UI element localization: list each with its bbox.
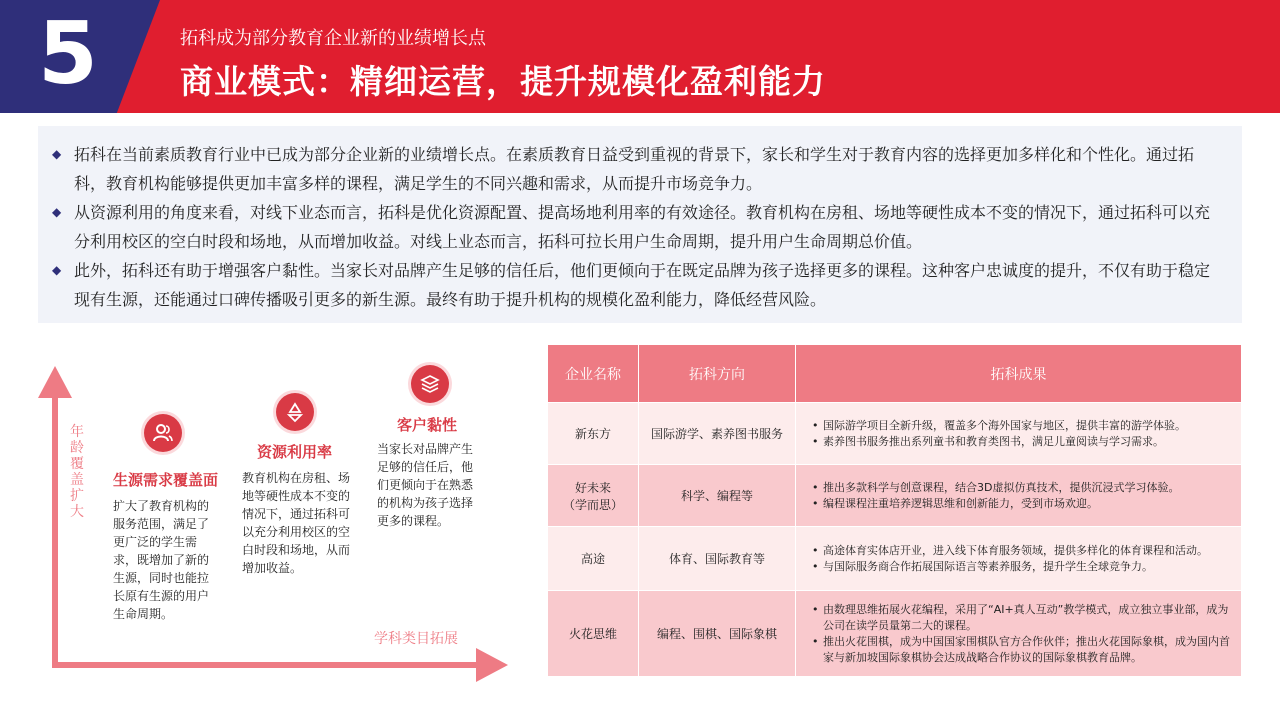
table-row [548, 465, 1242, 527]
table-row [548, 591, 1242, 677]
diamond-bullet-icon: ◆ [52, 147, 62, 161]
section-number: 5 [38, 4, 98, 104]
intro-panel [38, 126, 1242, 323]
company-name: 好未来 [574, 480, 611, 495]
users-icon [144, 414, 182, 452]
result-item: • 高途体育实体店开业，进入线下体育服务领域，提供多样化的体育课程和活动。 [812, 543, 1233, 559]
result-item: • 编程课程注重培养逻辑思维和创新能力，受到市场欢迎。 [812, 496, 1233, 512]
table-row [548, 527, 1242, 591]
table-header-cell: 拓科成果 [796, 345, 1242, 403]
table-row [548, 403, 1242, 465]
result-item: • 推出火花围棋，成为中国国家围棋队官方合作伙伴；推出火花国际象棋，成为国内首家与新加坡国际象棋协会达成战略合作协议的国际象棋教育品牌。 [812, 634, 1233, 666]
block-title-demand: 生源需求覆盖面 [113, 471, 219, 489]
y-axis-label: 年龄覆盖扩大 [70, 424, 84, 520]
intro-bullet: ◆ 拓科在当前素质教育行业中已成为部分企业新的业绩增长点。在素质教育日益受到重视的背景下，家长和学生对于教育内容的选择更加多样化和个性化。通过拓科，教育机构能够提供更加丰富多样的课程，满足学生的不同兴趣和需求，从而提升市场竞争力。 [74, 140, 1212, 198]
table-header-row [548, 345, 1242, 403]
block-title-resource: 资源利用率 [257, 443, 333, 461]
intro-bullet: ◆ 此外，拓科还有助于增强客户黏性。当家长对品牌产生足够的信任后，他们更倾向于在既定品牌为孩子选择更多的课程。这种客户忠诚度的提升，不仅有助于稳定现有生源，还能通过口碑传播吸引更多的新生源。最终有助于提升机构的规模化盈利能力，降低经营风险。 [74, 256, 1212, 314]
table-header-cell: 拓科方向 [639, 345, 796, 403]
x-axis-arrowhead [476, 648, 508, 682]
result-item: • 素养图书服务推出系列童书和教育类图书，满足儿童阅读与学习需求。 [812, 434, 1233, 450]
company-cell [548, 465, 639, 527]
page-subtitle: 拓科成为部分教育企业新的业绩增长点 [180, 28, 486, 49]
diamond-bullet-icon: ◆ [52, 205, 62, 219]
direction-cell: 科学、编程等 [639, 465, 796, 527]
page-title: 商业模式：精细运营，提升规模化盈利能力 [180, 62, 826, 101]
company-cell: 高途 [548, 527, 639, 591]
result-item: • 推出多款科学与创意课程，结合3D虚拟仿真技术，提供沉浸式学习体验。 [812, 480, 1233, 496]
block-title-stickiness: 客户黏性 [397, 416, 458, 434]
block-text-demand: 扩大了教育机构的服务范围，满足了更广泛的学生需求，既增加了新的生源，同时也能拉长原有生源的用户生命周期。 [113, 499, 210, 621]
company-cell: 火花思维 [548, 591, 639, 677]
results-cell [796, 403, 1242, 465]
block-text-resource: 教育机构在房租、场地等硬性成本不变的情况下，通过拓科可以充分利用校区的空白时段和场地，从而增加收益。 [242, 471, 351, 575]
x-axis-label: 学科类目拓展 [374, 631, 458, 647]
result-item: • 国际游学项目全新升级，覆盖多个海外国家与地区，提供丰富的游学体验。 [812, 418, 1233, 434]
table-header-cell: 企业名称 [548, 345, 639, 403]
company-cell: 新东方 [548, 403, 639, 465]
expansion-table [547, 344, 1242, 677]
direction-cell: 国际游学、素养图书服务 [639, 403, 796, 465]
result-item: • 与国际服务商合作拓展国际语言等素养服务，提升学生全球竞争力。 [812, 559, 1233, 575]
results-cell [796, 465, 1242, 527]
intro-bullet: ◆ 从资源利用的角度来看，对线下业态而言，拓科是优化资源配置、提高场地利用率的有效途径。教育机构在房租、场地等硬性成本不变的情况下，通过拓科可以充分利用校区的空白时段和场地，从而增加收益。对线上业态而言，拓科可拉长用户生命周期，提升用户生命周期总价值。 [74, 198, 1212, 256]
y-axis [52, 393, 58, 668]
result-item: • 由数理思维拓展火花编程，采用了“AI+真人互动”教学模式，成立独立事业部，成为公司在读学员量第二大的课程。 [812, 602, 1233, 634]
block-text-stickiness: 当家长对品牌产生足够的信任后，他们更倾向于在熟悉的机构为孩子选择更多的课程。 [377, 442, 474, 528]
diamond-bullet-icon: ◆ [52, 263, 62, 277]
recycle-icon [276, 393, 314, 431]
direction-cell: 体育、国际教育等 [639, 527, 796, 591]
direction-cell: 编程、围棋、国际象棋 [639, 591, 796, 677]
company-subname: （学而思） [562, 497, 623, 512]
header-banner [0, 0, 1280, 113]
x-axis [52, 662, 482, 668]
results-cell [796, 527, 1242, 591]
layers-icon [411, 365, 449, 403]
results-cell [796, 591, 1242, 677]
